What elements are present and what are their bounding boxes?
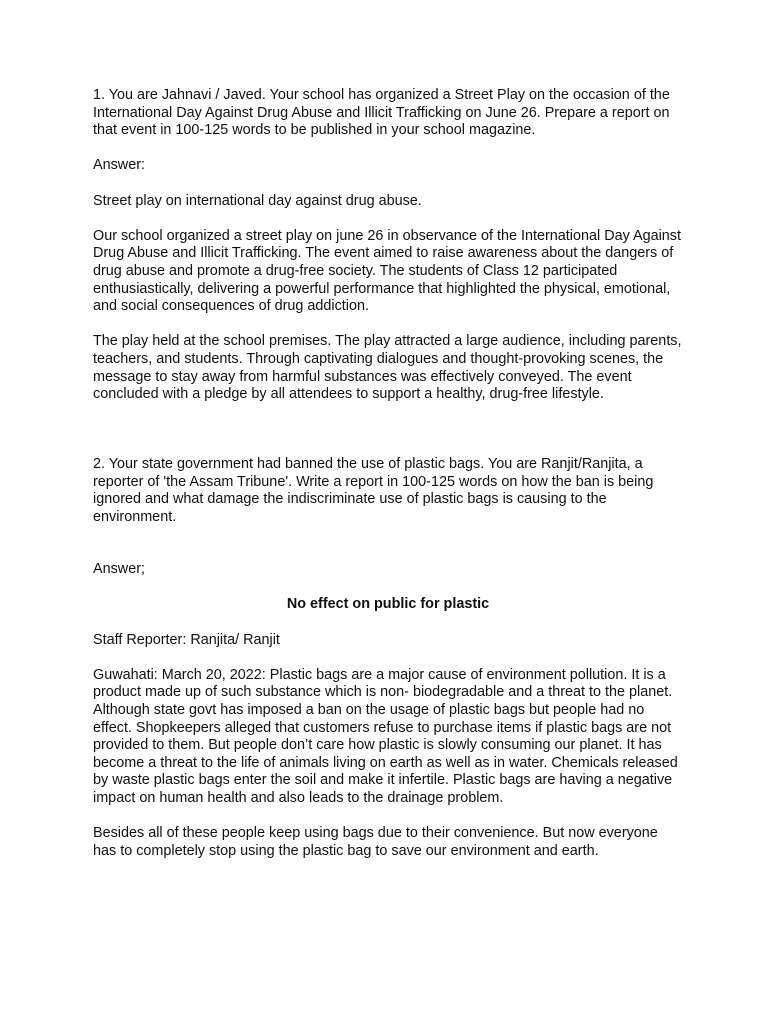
question-2-text: 2. Your state government had banned the use of plastic bags. You are Ranjit/Ranjita, a reporter of 'the Assam Tribune'. Write a report in 100-125 words on how the ban is being ignored and what damage the indiscriminate use of plastic bags is causing to the environment.	[93, 456, 654, 526]
answer-1-title: Street play on international day against drug abuse.	[93, 192, 422, 209]
question-1-text: 1. You are Jahnavi / Javed. Your school has organized a Street Play on the occasion of the International Day Against Drug Abuse and Illicit Trafficking on June 26. Prepare a report on that event in 100-125 words to be published in your school magazine.	[93, 87, 670, 139]
report-byline: Staff Reporter: Ranjita/ Ranjit	[93, 631, 280, 648]
section-spacer	[93, 421, 683, 456]
report-paragraph-1: Guwahati: March 20, 2022: Plastic bags are a major cause of environment pollution. It is a product made up of such substance which is non- biodegradable and a threat to the planet. Although state govt has imposed a ban on the usage of plastic bags but people had no effect. Shopkeepers alleged that customers refuse to purchase items if plastic bags are not provided to them. But people don’t care how plastic is slowly consuming our planet. It has become a threat to the life of animals living on earth as well as in water. Chemicals released by waste plastic bags enter the soil and make it infertile. Plastic bags are having a negative impact on human health and also leads to the drainage problem.	[93, 666, 678, 806]
report-headline: No effect on public for plastic	[286, 596, 490, 613]
document-body	[93, 87, 683, 878]
answer-2-label: Answer;	[93, 561, 145, 578]
answer-1-paragraph-1: Our school organized a street play on june 26 in observance of the International Day Against Drug Abuse and Illicit Trafficking. The event aimed to raise awareness about the dangers of drug abuse and promote a drug-free society. The students of Class 12 participated enthusiastically, delivering a powerful performance that highlighted the physical, emotional, and social consequences of drug addiction.	[93, 227, 681, 315]
section-spacer	[93, 544, 683, 561]
answer-1-label: Answer:	[93, 157, 145, 174]
report-paragraph-2: Besides all of these people keep using bags due to their convenience. But now everyone has to completely stop using the plastic bag to save our environment and earth.	[93, 825, 658, 859]
answer-1-paragraph-2: The play held at the school premises. The play attracted a large audience, including parents, teachers, and students. Through captivating dialogues and thought-provoking scenes, the message to stay away from harmful substances was effectively conveyed. The event concluded with a pledge by all attendees to support a healthy, drug-free lifestyle.	[93, 333, 682, 403]
